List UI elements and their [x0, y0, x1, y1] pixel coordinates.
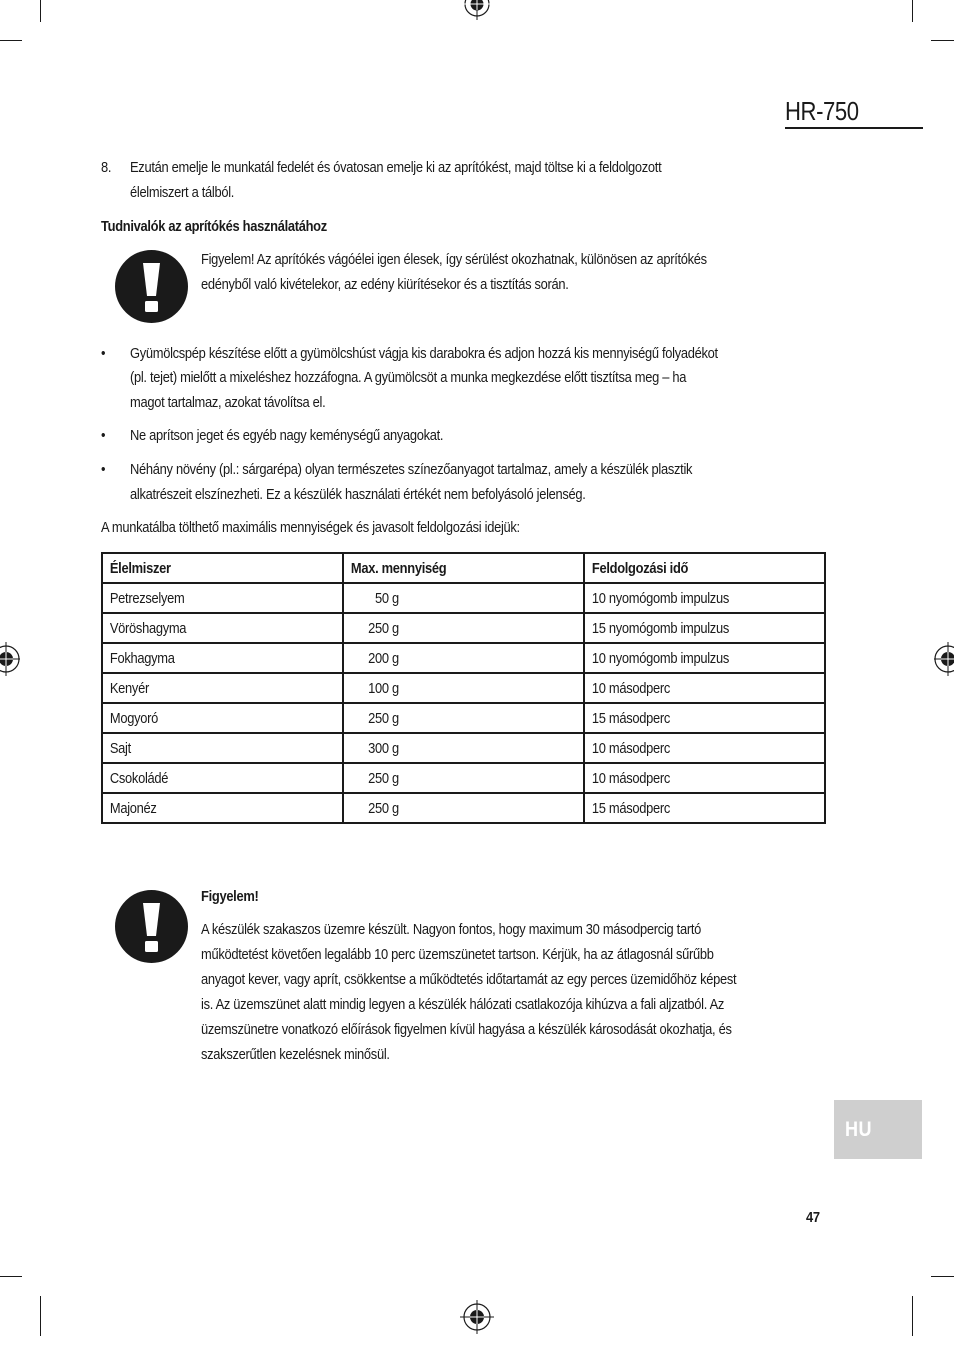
table-intro: A munkatálba tölthető maximális mennyiségek és javasolt feldolgozási idejük: [101, 519, 520, 536]
bullet-symbol: • [101, 461, 106, 478]
warning-text-line: szakszerűtlen kezelésnek minősül. [201, 1046, 390, 1063]
warning-text-line: edényből való kivételekor, az edény kiürítésekor és a tisztítás során. [201, 276, 569, 293]
table-row [102, 643, 825, 673]
table-cell: 250 g [368, 769, 399, 787]
step-text-line: élelmiszert a tálból. [130, 184, 235, 201]
registration-mark-icon [932, 641, 954, 677]
table-row [102, 583, 825, 613]
registration-mark-icon [459, 1299, 495, 1335]
bullet-text-line: magot tartalmaz, azokat távolítsa el. [130, 394, 326, 411]
table-cell: 10 nyomógomb impulzus [591, 649, 729, 667]
table-header-cell: Max. mennyiség [350, 559, 447, 577]
bullet-text-line: alkatrészeit elszínezheti. Ez a készülék használati értékét nem befolyásoló jelenség. [130, 486, 586, 503]
table-cell: Csokoládé [109, 769, 169, 787]
table-cell: 10 másodperc [591, 739, 671, 757]
bullet-symbol: • [101, 345, 106, 362]
table-cell: Sajt [109, 739, 131, 757]
table-cell: Mogyoró [109, 709, 158, 727]
bullet-text-line: Ne aprítson jeget és egyéb nagy keménységű anyagokat. [130, 427, 444, 444]
warning-text-line: A készülék szakaszos üzemre készült. Nagyon fontos, hogy maximum 30 másodpercig tartó [201, 921, 701, 938]
language-tab [834, 1100, 922, 1159]
exclamation-circle-icon [115, 250, 188, 323]
language-tab-label: HU [845, 1118, 872, 1141]
table-cell: 50 g [374, 589, 399, 607]
table-cell: 15 másodperc [591, 799, 671, 817]
quantities-table [101, 552, 826, 824]
table-row [102, 673, 825, 703]
warning-text-line: működtetést követően legalább 10 perc üzemszünetet tartson. Kérjük, ha az átlagosnál sűrűbb [201, 946, 714, 963]
warning-text-line: Figyelem! Az aprítókés vágóélei igen élesek, így sérülést okozhatnak, különösen az aprítókés [201, 251, 707, 268]
warning-text-line: anyagot kever, vagy aprít, csökkentse a működtetés időtartamát az egy perces üzemidőhöz képest [201, 971, 737, 988]
model-title: HR-750 [785, 96, 859, 126]
table-cell: 250 g [368, 619, 399, 637]
table-cell: Majonéz [109, 799, 157, 817]
registration-mark-icon [0, 641, 22, 677]
table-cell: 10 másodperc [591, 679, 671, 697]
bullet-text-line: Néhány növény (pl.: sárgarépa) olyan természetes színezőanyagot tartalmaz, amely a készülék plasztik [130, 461, 693, 478]
step-number: 8. [101, 159, 112, 176]
exclamation-circle-icon [115, 890, 188, 963]
table-row [102, 703, 825, 733]
warning-title: Figyelem! [201, 888, 259, 905]
table-row [102, 613, 825, 643]
table-cell: 300 g [368, 739, 399, 757]
table-cell: Kenyér [109, 679, 149, 697]
bullet-symbol: • [101, 427, 106, 444]
header-rule [785, 127, 923, 129]
table-cell: 10 másodperc [591, 769, 671, 787]
registration-mark-icon [459, 0, 495, 22]
table-row [102, 733, 825, 763]
step-text-line: Ezután emelje le munkatál fedelét és óvatosan emelje ki az aprítókést, majd töltse ki a feldolgozott [130, 159, 662, 176]
section-heading: Tudnivalók az aprítókés használatához [101, 218, 327, 235]
table-cell: Fokhagyma [109, 649, 175, 667]
table-header-cell: Élelmiszer [109, 559, 171, 577]
bullet-text-line: (pl. tejet) mielőtt a mixeléshez hozzáfogna. A gyümölcsöt a munka megkezdése előtt tisztítsa meg – ha [130, 369, 687, 386]
table-header-cell: Feldolgozási idő [591, 559, 689, 577]
table-cell: 15 nyomógomb impulzus [591, 619, 729, 637]
warning-text-line: is. Az üzemszünet alatt mindig legyen a készülék hálózati csatlakozója kihúzva a fali aljzatból. Az [201, 996, 725, 1013]
table-cell: Petrezselyem [109, 589, 185, 607]
table-cell: 100 g [368, 679, 399, 697]
table-row [102, 763, 825, 793]
table-header-row [102, 553, 825, 583]
bullet-text-line: Gyümölcspép készítése előtt a gyümölcshúst vágja kis darabokra és adjon hozzá kis mennyiségű folyadékot [130, 345, 718, 362]
table-row [102, 793, 825, 823]
table-cell: 15 másodperc [591, 709, 671, 727]
page-number: 47 [806, 1209, 820, 1226]
table-cell: 200 g [368, 649, 399, 667]
table-cell: Vöröshagyma [109, 619, 187, 637]
table-cell: 250 g [368, 709, 399, 727]
table-cell: 250 g [368, 799, 399, 817]
warning-text-line: üzemszünetre vonatkozó előírások figyelmen kívül hagyása a készülék károsodását okozhatja, és [201, 1021, 732, 1038]
table-cell: 10 nyomógomb impulzus [591, 589, 729, 607]
